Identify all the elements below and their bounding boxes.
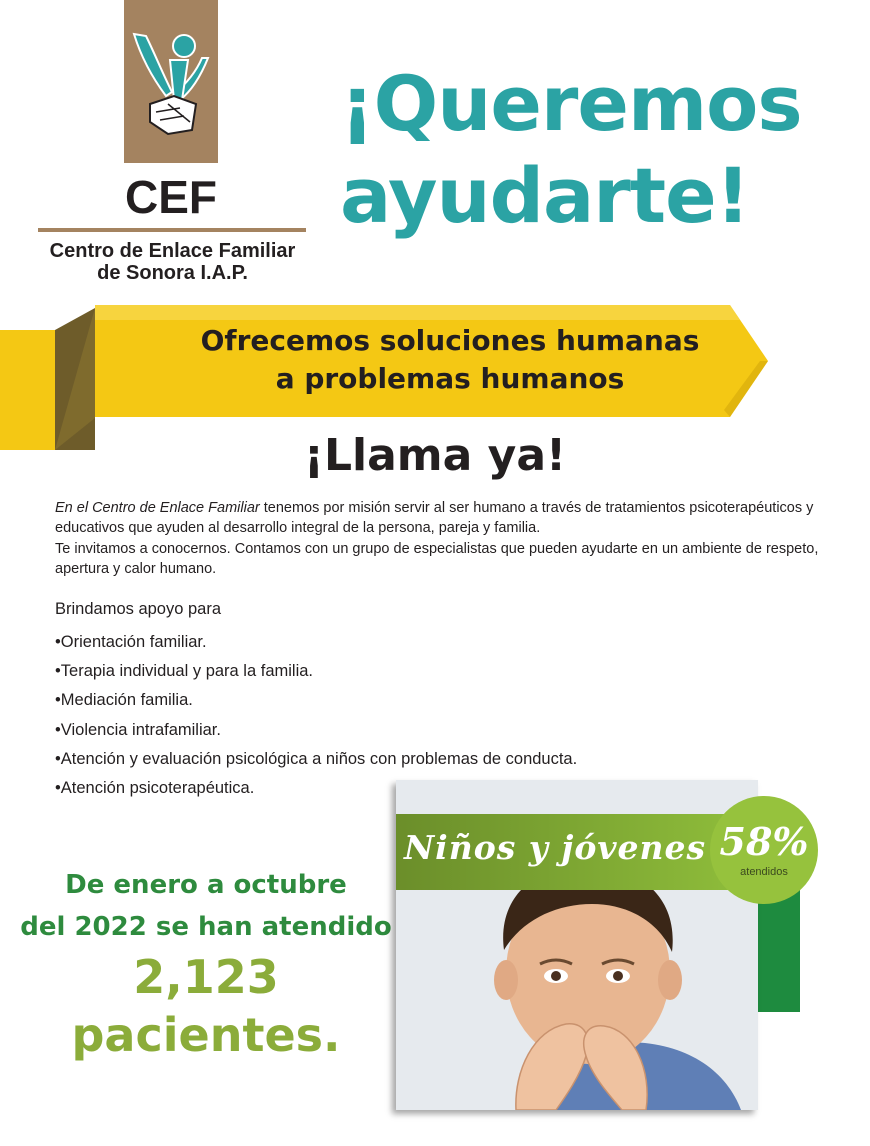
list-item: • Mediación familia. [55,686,577,715]
family-figure-icon [124,0,218,163]
stats-line3: 2,123 pacientes. [71,950,341,1062]
support-list [55,628,577,803]
list-item: • Atención y evaluación psicológica a niños con problemas de conducta. [55,745,577,774]
logo-acronym: CEF [125,171,217,223]
percent-label: atendidos [740,866,788,878]
org-name-line1: Centro de Enlace Familiar [49,240,296,262]
band-title: Niños y jóvenes [404,828,707,867]
headline [340,58,840,242]
stats-line1: De enero a octubre [65,870,347,900]
banner-text [150,322,750,398]
org-name-line2: de Sonora I.A.P. [97,262,248,284]
logo-divider [38,228,306,232]
headline-line2: ayudarte! [340,151,750,240]
organization-name [30,240,315,284]
banner-line2: a problemas humanos [275,362,625,395]
patient-stats [10,864,402,1064]
percent-value: 58% [719,819,809,864]
list-item: • Orientación familiar. [55,628,577,657]
list-item: • Violencia intrafamiliar. [55,716,577,745]
stats-line2: del 2022 se han atendido [20,912,392,942]
support-title: Brindamos apoyo para [55,600,222,618]
intro-lead: En el Centro de Enlace Familiar [55,500,260,516]
banner-line1: Ofrecemos soluciones humanas [200,324,700,357]
headline-line1: ¡Queremos [340,59,802,148]
call-to-action: ¡Llama ya! [303,430,567,481]
invite-paragraph: Te invitamos a conocernos. Contamos con un grupo de especialistas que pueden ayudarte en un ambiente de respeto, apertura y calor humano. [55,541,819,577]
list-item: • Terapia individual y para la familia. [55,657,577,686]
intro-paragraph [55,498,825,538]
list-item: • Atención psicoterapéutica. [55,774,577,803]
logo-block [124,0,218,163]
intro-rest: tenemos por misión servir al ser humano a través de tratamientos psicoterapéuticos y educativos que ayuden al desarrollo integral de la persona, pareja y familia. [55,500,814,536]
